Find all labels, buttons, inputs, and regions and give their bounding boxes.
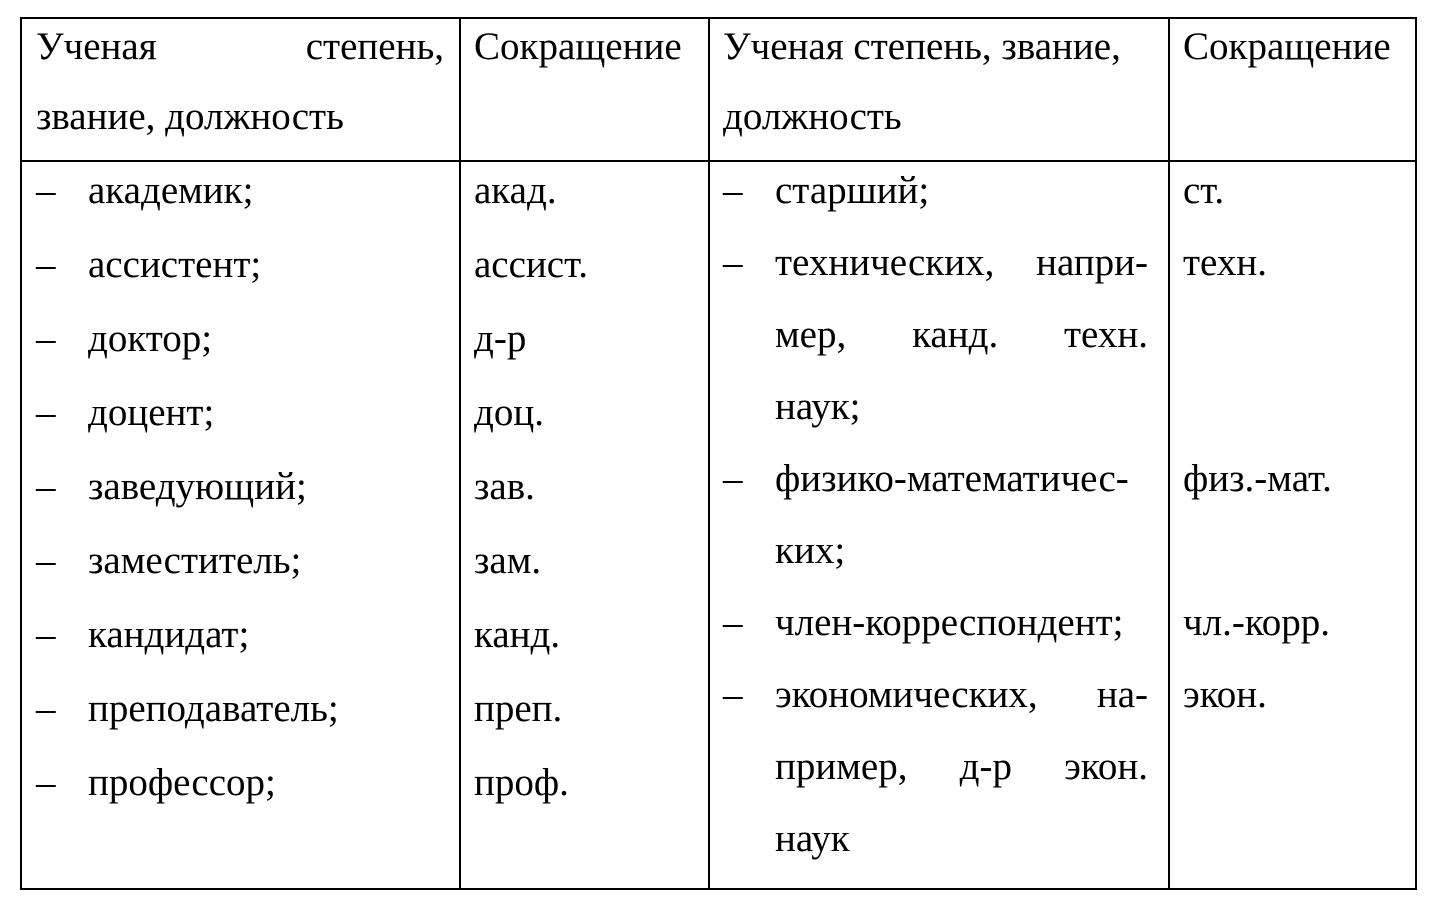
term: кандидат;	[88, 613, 250, 656]
term: доктор;	[88, 317, 213, 360]
header-col3-line2: должность	[723, 95, 902, 138]
abbreviations-table	[20, 17, 1417, 890]
term-word: канд.	[912, 313, 999, 356]
term-line-3: наук;	[775, 385, 861, 428]
term: академик;	[88, 169, 254, 212]
column-divider-1	[459, 19, 461, 888]
term: профессор;	[88, 761, 276, 804]
term-line-2	[775, 731, 1148, 803]
abbreviation: ст.	[1183, 169, 1225, 212]
abbreviation: проф.	[474, 761, 569, 804]
header-col1-line1	[36, 11, 444, 83]
header-col4: Сокращение	[1183, 25, 1391, 68]
term-word: д-р	[959, 745, 1012, 788]
abbreviation: канд.	[474, 613, 561, 656]
term-word: техн.	[1064, 313, 1148, 356]
dash: –	[36, 317, 56, 360]
dash: –	[36, 169, 56, 212]
term-word: экон.	[1064, 745, 1148, 788]
abbreviation: зав.	[474, 465, 535, 508]
abbreviation: зам.	[474, 539, 542, 582]
dash: –	[36, 539, 56, 582]
term: заведующий;	[88, 465, 307, 508]
dash: –	[723, 169, 743, 212]
abbreviation: физ.-мат.	[1183, 457, 1332, 500]
term-line-3: наук	[775, 817, 850, 860]
term-word: экономических,	[775, 673, 1038, 716]
term-word: на-	[1096, 673, 1148, 716]
dash: –	[36, 613, 56, 656]
header-col1-word1: Ученая	[36, 25, 157, 68]
header-col3-line1: Ученая степень, звание,	[723, 25, 1121, 68]
abbreviation: чл.-корр.	[1183, 601, 1331, 644]
abbreviation: д-р	[474, 317, 527, 360]
dash: –	[723, 601, 743, 644]
column-divider-3	[1168, 19, 1170, 888]
term-word: напри-	[1036, 241, 1148, 284]
dash: –	[36, 243, 56, 286]
dash: –	[36, 761, 56, 804]
abbreviation: акад.	[474, 169, 557, 212]
term: член-корреспондент;	[775, 601, 1124, 644]
header-col1-word2: степень,	[305, 25, 444, 68]
term-line-1	[775, 227, 1148, 299]
dash: –	[36, 465, 56, 508]
dash: –	[723, 241, 743, 284]
column-divider-2	[708, 19, 710, 888]
term: заместитель;	[88, 539, 302, 582]
abbreviation: ассист.	[474, 243, 588, 286]
term: доцент;	[88, 391, 215, 434]
term-line-1	[775, 659, 1148, 731]
abbreviation: преп.	[474, 687, 563, 730]
term-line-2-words	[775, 731, 1148, 803]
term: старший;	[775, 169, 930, 212]
header-col1-line2: звание, должность	[36, 95, 344, 138]
abbreviation: доц.	[474, 391, 544, 434]
term: ассистент;	[88, 243, 262, 286]
dash: –	[36, 687, 56, 730]
term-word: мер,	[775, 313, 847, 356]
dash: –	[36, 391, 56, 434]
dash: –	[723, 673, 743, 716]
dash: –	[723, 457, 743, 500]
abbreviation: техн.	[1183, 241, 1267, 284]
term-line-1: физико-математичес-	[775, 457, 1129, 500]
header-col2: Сокращение	[474, 25, 682, 68]
abbreviation: экон.	[1183, 673, 1267, 716]
term-line-2	[775, 299, 1148, 371]
term-word: технических,	[775, 241, 995, 284]
term-line-2: ких;	[775, 529, 846, 572]
term-word: пример,	[775, 745, 908, 788]
term-line-2-words	[775, 299, 1148, 371]
term: преподаватель;	[88, 687, 339, 730]
